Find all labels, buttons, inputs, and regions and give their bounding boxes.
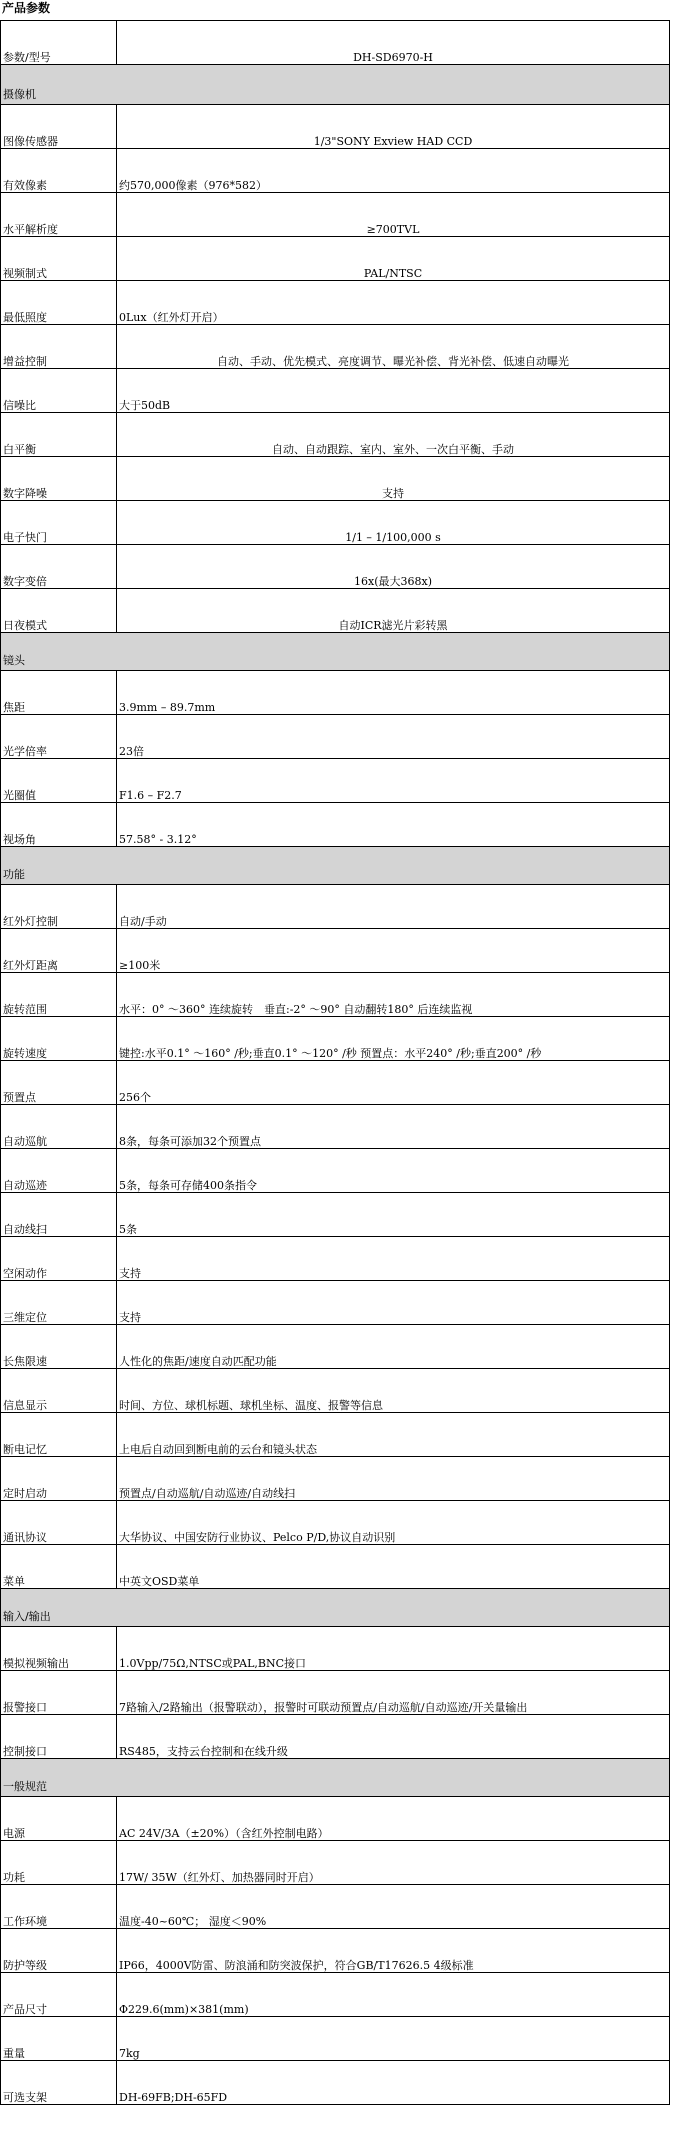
section-header: 输入/输出 xyxy=(1,1589,670,1627)
section-header: 一般规范 xyxy=(1,1759,670,1797)
spec-value: PAL/NTSC xyxy=(117,237,670,281)
section-row xyxy=(1,1759,670,1797)
spec-value: 5条，每条可存储400条指令 xyxy=(117,1149,670,1193)
spec-label: 功耗 xyxy=(1,1841,117,1885)
spec-label: 最低照度 xyxy=(1,281,117,325)
spec-table-body xyxy=(1,21,670,2105)
spec-row xyxy=(1,1885,670,1929)
spec-value: 温度-40~60℃； 湿度＜90% xyxy=(117,1885,670,1929)
spec-value: 自动/手动 xyxy=(117,885,670,929)
spec-label: 电子快门 xyxy=(1,501,117,545)
spec-row xyxy=(1,1973,670,2017)
spec-label: 红外灯控制 xyxy=(1,885,117,929)
spec-label: 增益控制 xyxy=(1,325,117,369)
spec-label: 通讯协议 xyxy=(1,1501,117,1545)
spec-label: 光学倍率 xyxy=(1,715,117,759)
spec-value: IP66，4000V防雷、防浪涌和防突波保护，符合GB/T17626.5 4级标准 xyxy=(117,1929,670,1973)
section-row xyxy=(1,1589,670,1627)
spec-row xyxy=(1,237,670,281)
spec-row xyxy=(1,929,670,973)
spec-value: 上电后自动回到断电前的云台和镜头状态 xyxy=(117,1413,670,1457)
spec-row xyxy=(1,1841,670,1885)
spec-label: 菜单 xyxy=(1,1545,117,1589)
spec-row xyxy=(1,671,670,715)
spec-label: 白平衡 xyxy=(1,413,117,457)
spec-row xyxy=(1,1457,670,1501)
spec-row xyxy=(1,1281,670,1325)
spec-row xyxy=(1,545,670,589)
section-row xyxy=(1,847,670,885)
spec-value: 7kg xyxy=(117,2017,670,2061)
spec-label: 防护等级 xyxy=(1,1929,117,1973)
spec-label: 电源 xyxy=(1,1797,117,1841)
spec-value: ≥700TVL xyxy=(117,193,670,237)
spec-row xyxy=(1,2061,670,2105)
spec-row xyxy=(1,1149,670,1193)
spec-label: 旋转范围 xyxy=(1,973,117,1017)
spec-label: 三维定位 xyxy=(1,1281,117,1325)
spec-value: 大华协议、中国安防行业协议、Pelco P/D,协议自动识别 xyxy=(117,1501,670,1545)
spec-label: 重量 xyxy=(1,2017,117,2061)
spec-row xyxy=(1,1545,670,1589)
spec-label: 定时启动 xyxy=(1,1457,117,1501)
spec-label: 日夜模式 xyxy=(1,589,117,633)
spec-label: 信息显示 xyxy=(1,1369,117,1413)
spec-row xyxy=(1,759,670,803)
spec-row xyxy=(1,1369,670,1413)
spec-row xyxy=(1,413,670,457)
spec-value: 时间、方位、球机标题、球机坐标、温度、报警等信息 xyxy=(117,1369,670,1413)
spec-row xyxy=(1,1017,670,1061)
spec-label: 视频制式 xyxy=(1,237,117,281)
spec-value: 23倍 xyxy=(117,715,670,759)
spec-row xyxy=(1,21,670,65)
spec-label: 工作环境 xyxy=(1,1885,117,1929)
spec-label: 光圈值 xyxy=(1,759,117,803)
spec-label: 自动巡迹 xyxy=(1,1149,117,1193)
spec-row xyxy=(1,1501,670,1545)
spec-row xyxy=(1,1193,670,1237)
spec-value: 256个 xyxy=(117,1061,670,1105)
spec-value: 1/1 – 1/100,000 s xyxy=(117,501,670,545)
section-row xyxy=(1,65,670,105)
spec-value: 大于50dB xyxy=(117,369,670,413)
spec-label: 信噪比 xyxy=(1,369,117,413)
spec-value: 8条，每条可添加32个预置点 xyxy=(117,1105,670,1149)
spec-label: 控制接口 xyxy=(1,1715,117,1759)
spec-value: DH-69FB;DH-65FD xyxy=(117,2061,670,2105)
spec-table xyxy=(0,20,670,2105)
spec-row xyxy=(1,1797,670,1841)
spec-row xyxy=(1,2017,670,2061)
section-header: 摄像机 xyxy=(1,65,670,105)
page-title: 产品参数 xyxy=(2,1,51,15)
spec-value: 3.9mm – 89.7mm xyxy=(117,671,670,715)
spec-row xyxy=(1,281,670,325)
spec-value: 水平：0° ～360° 连续旋转 垂直:-2° ～90° 自动翻转180° 后连续监视 xyxy=(117,973,670,1017)
spec-row xyxy=(1,1715,670,1759)
spec-row xyxy=(1,1061,670,1105)
spec-value: F1.6 – F2.7 xyxy=(117,759,670,803)
spec-row xyxy=(1,149,670,193)
spec-row xyxy=(1,1105,670,1149)
section-header: 功能 xyxy=(1,847,670,885)
spec-label: 断电记忆 xyxy=(1,1413,117,1457)
spec-label: 模拟视频输出 xyxy=(1,1627,117,1671)
spec-value: 支持 xyxy=(117,1281,670,1325)
spec-label: 长焦限速 xyxy=(1,1325,117,1369)
spec-row xyxy=(1,1413,670,1457)
spec-label: 图像传感器 xyxy=(1,105,117,149)
spec-row xyxy=(1,325,670,369)
spec-row xyxy=(1,1237,670,1281)
spec-row xyxy=(1,973,670,1017)
section-header: 镜头 xyxy=(1,633,670,671)
spec-value: RS485，支持云台控制和在线升级 xyxy=(117,1715,670,1759)
spec-value: 键控:水平0.1° ～160° /秒;垂直0.1° ～120° /秒 预置点：水平240° /秒;垂直200° /秒 xyxy=(117,1017,670,1061)
spec-row xyxy=(1,803,670,847)
spec-value: 0Lux（红外灯开启） xyxy=(117,281,670,325)
spec-label: 预置点 xyxy=(1,1061,117,1105)
spec-row xyxy=(1,1325,670,1369)
spec-label: 可选支架 xyxy=(1,2061,117,2105)
spec-label: 空闲动作 xyxy=(1,1237,117,1281)
spec-value: 自动ICR滤光片彩转黑 xyxy=(117,589,670,633)
spec-value: 约570,000像素（976*582） xyxy=(117,149,670,193)
spec-value: 预置点/自动巡航/自动巡迹/自动线扫 xyxy=(117,1457,670,1501)
spec-row xyxy=(1,457,670,501)
spec-row xyxy=(1,501,670,545)
spec-value: Φ229.6(mm)×381(mm) xyxy=(117,1973,670,2017)
spec-label: 焦距 xyxy=(1,671,117,715)
spec-row xyxy=(1,589,670,633)
spec-value: 自动、自动跟踪、室内、室外、一次白平衡、手动 xyxy=(117,413,670,457)
spec-label: 自动线扫 xyxy=(1,1193,117,1237)
spec-value: 1.0Vpp/75Ω,NTSC或PAL,BNC接口 xyxy=(117,1627,670,1671)
spec-row xyxy=(1,1929,670,1973)
spec-value: 1/3"SONY Exview HAD CCD xyxy=(117,105,670,149)
spec-value: 5条 xyxy=(117,1193,670,1237)
spec-label: 水平解析度 xyxy=(1,193,117,237)
spec-label: 报警接口 xyxy=(1,1671,117,1715)
spec-row xyxy=(1,885,670,929)
spec-label: 自动巡航 xyxy=(1,1105,117,1149)
spec-value: 支持 xyxy=(117,457,670,501)
spec-row xyxy=(1,105,670,149)
spec-value: 7路输入/2路输出（报警联动），报警时可联动预置点/自动巡航/自动巡迹/开关量输出 xyxy=(117,1671,670,1715)
spec-label: 数字变倍 xyxy=(1,545,117,589)
spec-label: 有效像素 xyxy=(1,149,117,193)
spec-label: 红外灯距离 xyxy=(1,929,117,973)
section-row xyxy=(1,633,670,671)
spec-label: 产品尺寸 xyxy=(1,1973,117,2017)
spec-value: 57.58° - 3.12° xyxy=(117,803,670,847)
spec-row xyxy=(1,193,670,237)
spec-label: 视场角 xyxy=(1,803,117,847)
spec-value: AC 24V/3A（±20%）（含红外控制电路） xyxy=(117,1797,670,1841)
spec-row xyxy=(1,369,670,413)
spec-value: 16x(最大368x) xyxy=(117,545,670,589)
spec-label: 数字降噪 xyxy=(1,457,117,501)
spec-row xyxy=(1,715,670,759)
spec-value: DH-SD6970-H xyxy=(117,21,670,65)
spec-row xyxy=(1,1627,670,1671)
spec-value: 人性化的焦距/速度自动匹配功能 xyxy=(117,1325,670,1369)
spec-value: 17W/ 35W（红外灯、加热器同时开启） xyxy=(117,1841,670,1885)
spec-label: 旋转速度 xyxy=(1,1017,117,1061)
spec-value: ≥100米 xyxy=(117,929,670,973)
spec-label: 参数/型号 xyxy=(1,21,117,65)
spec-value: 支持 xyxy=(117,1237,670,1281)
spec-row xyxy=(1,1671,670,1715)
spec-value: 中英文OSD菜单 xyxy=(117,1545,670,1589)
spec-value: 自动、手动、优先模式、亮度调节、曝光补偿、背光补偿、低速自动曝光 xyxy=(117,325,670,369)
